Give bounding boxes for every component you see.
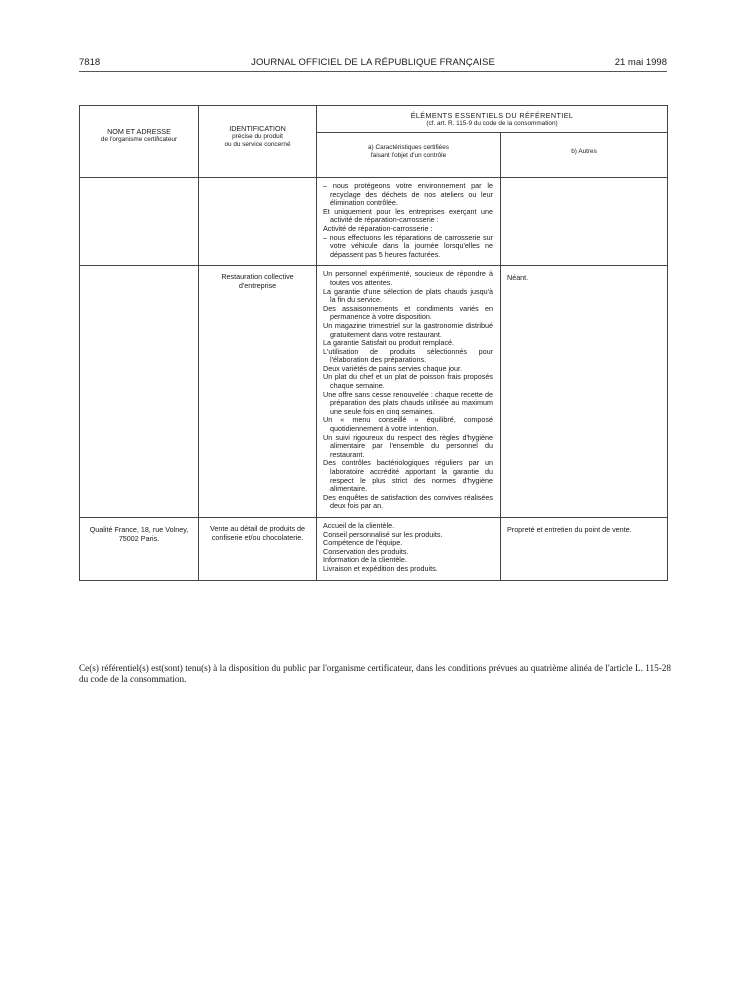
publication-date: 21 mai 1998 bbox=[614, 57, 667, 68]
list-item: Des enquêtes de satisfaction des convives réalisées deux fois par an. bbox=[323, 492, 493, 511]
list-item: L'utilisation de produits sélectionnés pour l'élaboration des préparations. bbox=[323, 346, 493, 365]
list-item: Et uniquement pour les entreprises exerçant une activité de réparation-carrosserie : bbox=[323, 206, 493, 225]
list-item: La garantie d'une sélection de plats chauds jusqu'à la fin du service. bbox=[323, 286, 493, 305]
col-header-name: NOM ET ADRESSE de l'organisme certificateur bbox=[80, 106, 199, 178]
list-item: Un « menu conseillé » équilibré, composé quotidiennement à votre intention. bbox=[323, 415, 493, 434]
header-rule bbox=[79, 71, 667, 72]
list-item: Un magazine trimestriel sur la gastronomie distribué gratuitement dans votre restaurant. bbox=[323, 320, 493, 339]
table-row bbox=[80, 266, 668, 518]
product-identification-cell: Vente au détail de produits de confiserie et/ou chocolaterie. bbox=[199, 517, 317, 580]
journal-title: JOURNAL OFFICIEL DE LA RÉPUBLIQUE FRANÇAISE bbox=[251, 57, 495, 68]
col-header-characteristics: a) Caractéristiques certifiées faisant l'objet d'un contrôle bbox=[317, 133, 501, 178]
page-number: 7818 bbox=[79, 57, 101, 68]
other-cell: Propreté et entretien du point de vente. bbox=[501, 517, 668, 580]
col-header-other: b) Autres bbox=[501, 133, 668, 178]
list-item: Un suivi rigoureux du respect des règles d'hygiène alimentaire par l'ensemble du personnel du restaurant. bbox=[323, 432, 493, 459]
list-item: Des contrôles bactériologiques réguliers par un laboratoire accrédité apportant la garantie du respect le plus strict des normes d'hygiène alimentaire. bbox=[323, 458, 493, 494]
list-item: Une offre sans cesse renouvelée : chaque recette de préparation des plats chauds utilisée au maximum une seule fois en cinq semaines. bbox=[323, 389, 493, 416]
col-header-essentials: ÉLÉMENTS ESSENTIELS DU RÉFÉRENTIEL (cf. art. R. 115-9 du code de la consommation) bbox=[317, 106, 668, 133]
list-item: – nous protégeons votre environnement par le recyclage des déchets de nos ateliers ou leur élimination contrôlée. bbox=[323, 181, 493, 208]
characteristics-cell bbox=[317, 178, 501, 266]
characteristics-cell bbox=[317, 517, 501, 580]
characteristics-cell bbox=[317, 266, 501, 518]
list-item: Compétence de l'équipe. bbox=[323, 538, 403, 548]
list-item: – nous effectuons les réparations de carrosserie sur votre véhicule dans la journée lorsqu'elles ne dépassent pas 5 heures facturées. bbox=[323, 232, 493, 259]
other-cell bbox=[501, 178, 668, 266]
referential-table bbox=[79, 105, 668, 581]
list-item: Deux variétés de pains servies chaque jour. bbox=[323, 363, 463, 373]
list-item: Information de la clientèle. bbox=[323, 555, 407, 565]
list-item: Conseil personnalisé sur les produits. bbox=[323, 529, 443, 539]
organism-name-cell: Qualité France, 18, rue Volney, 75002 Paris. bbox=[80, 517, 199, 580]
organism-name-cell bbox=[80, 266, 199, 518]
list-item: Un personnel expérimenté, soucieux de répondre à toutes vos attentes. bbox=[323, 269, 493, 287]
product-identification-cell bbox=[199, 178, 317, 266]
table-row bbox=[80, 517, 668, 580]
list-item: Livraison et expédition des produits. bbox=[323, 563, 438, 573]
page-header bbox=[79, 57, 667, 71]
list-item: Accueil de la clientèle. bbox=[323, 520, 395, 530]
footnote: Ce(s) référentiel(s) est(sont) tenu(s) à la disposition du public par l'organisme certificateur, dans les conditions prévues au quatrième alinéa de l'article L. 115-28 du code de la consommation. bbox=[79, 663, 671, 684]
list-item: Des assaisonnements et condiments variés en permanence à votre disposition. bbox=[323, 303, 493, 322]
list-item: La garantie Satisfait ou produit remplacé. bbox=[323, 338, 455, 348]
organism-name-cell bbox=[80, 178, 199, 266]
list-item: Conservation des produits. bbox=[323, 546, 409, 556]
list-item: Activité de réparation-carrosserie : bbox=[323, 223, 433, 233]
product-identification-cell: Restauration collective d'entreprise bbox=[199, 266, 317, 518]
col-header-identification: IDENTIFICATION précise du produit ou du service concerné bbox=[199, 106, 317, 178]
other-cell: Néant. bbox=[501, 266, 668, 518]
table-row bbox=[80, 178, 668, 266]
list-item: Un plat du chef et un plat de poisson frais proposés chaque semaine. bbox=[323, 372, 493, 391]
